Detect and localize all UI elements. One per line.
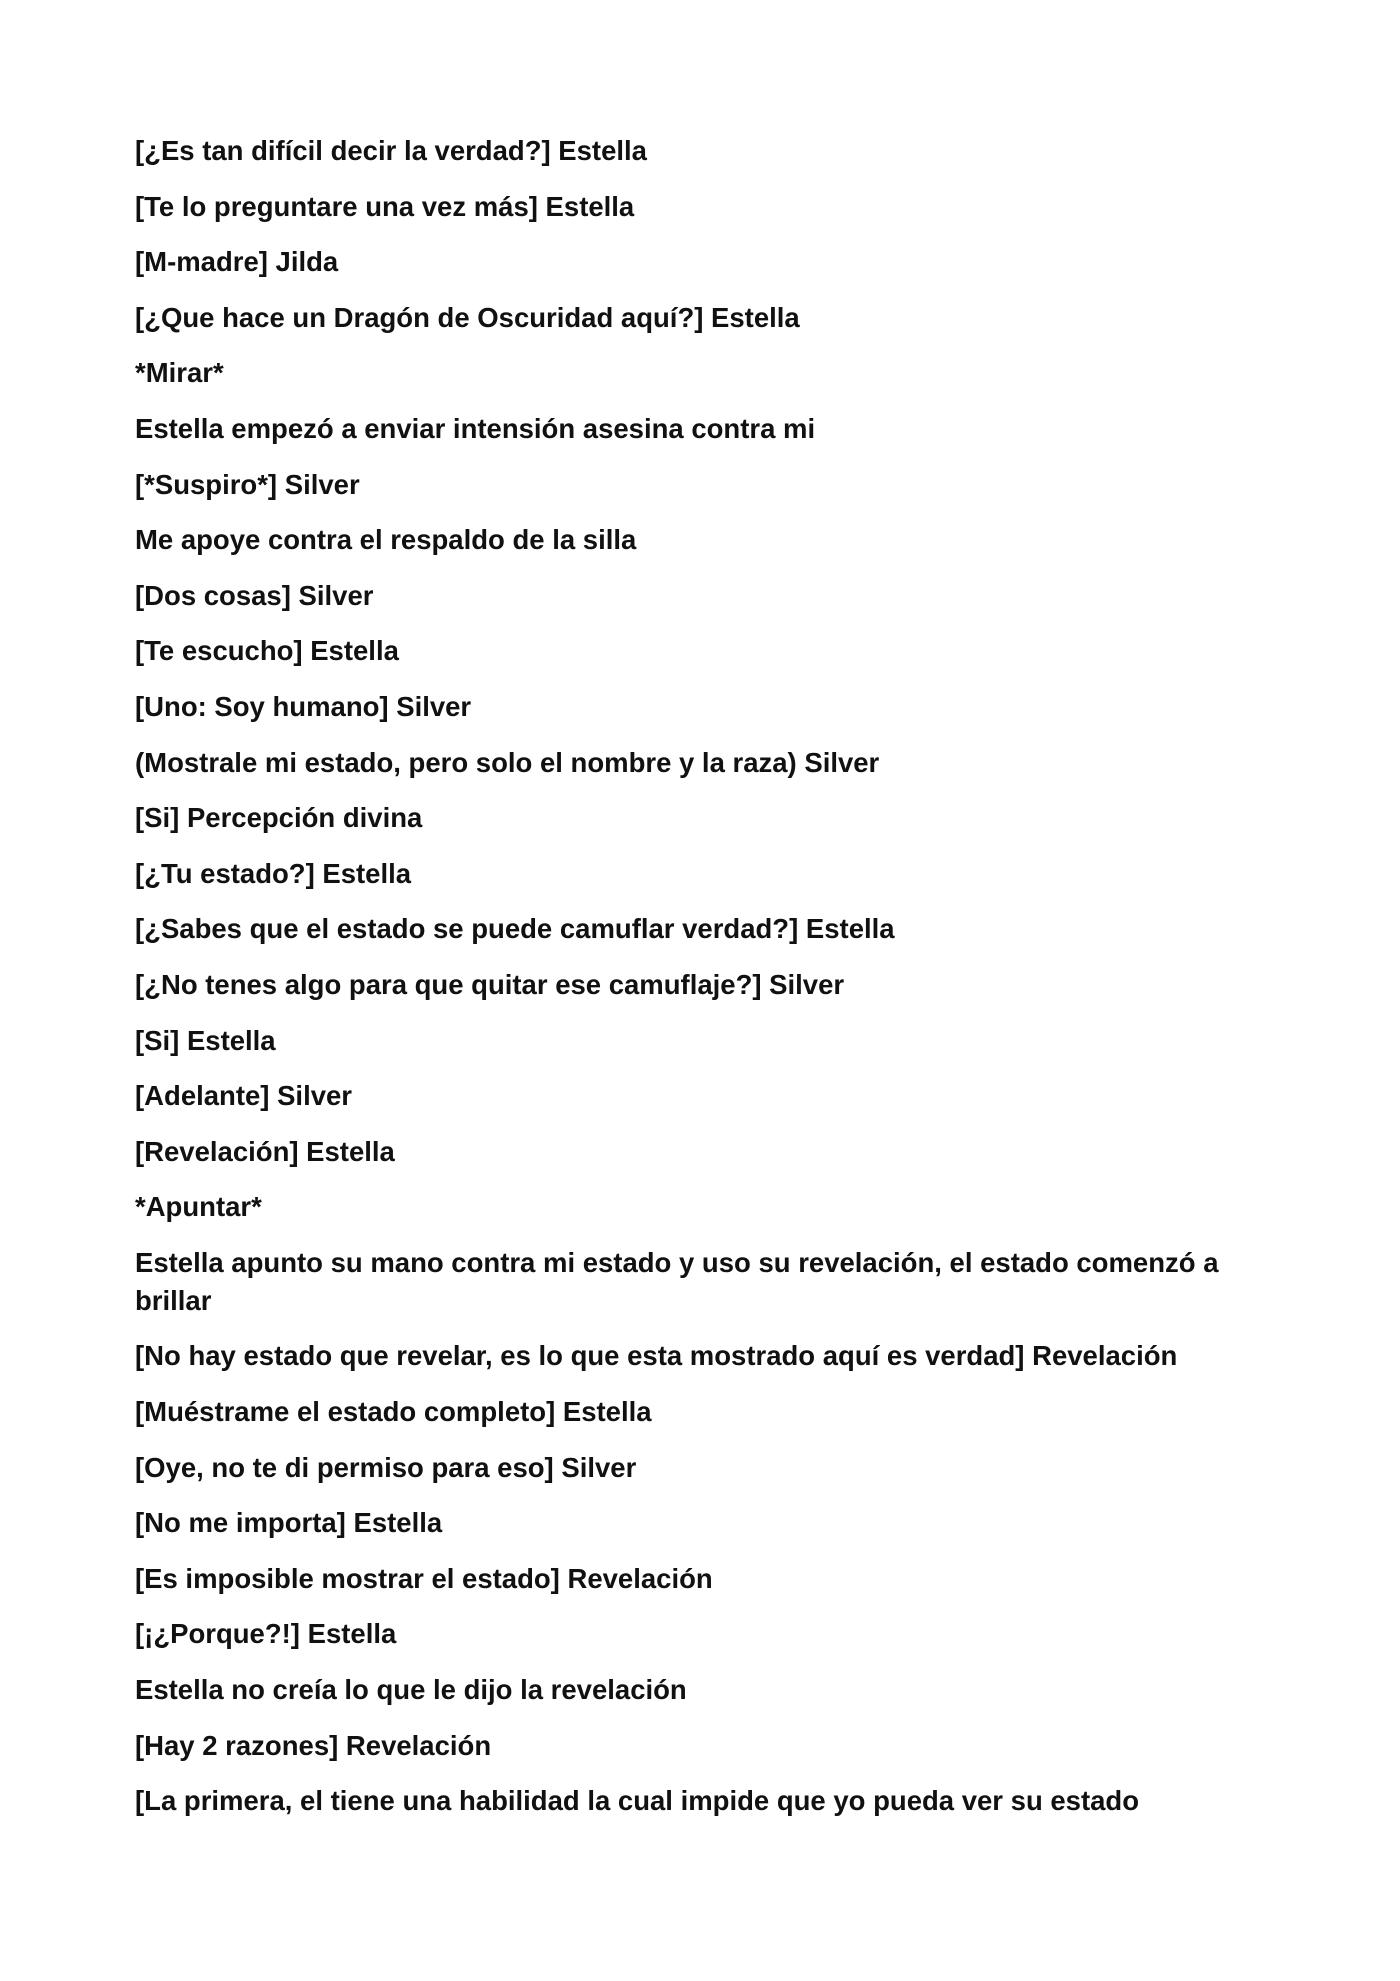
text-line: [Te escucho] Estella (135, 635, 399, 667)
text-line: *Apuntar* (135, 1191, 262, 1223)
text-line: [*Suspiro*] Silver (135, 468, 360, 500)
text-line: [¿Sabes que el estado se puede camuflar verdad?] Estella (135, 913, 895, 945)
text-line: [Dos cosas] Silver (135, 579, 374, 611)
text-line: [M-madre] Jilda (135, 246, 339, 278)
text-line: [No hay estado que revelar, es lo que esta mostrado aquí es verdad] Revelación (135, 1340, 1178, 1372)
text-line: [¿No tenes algo para que quitar ese camuflaje?] Silver (135, 968, 845, 1000)
text-line: [¿Que hace un Dragón de Oscuridad aquí?] Estella (135, 301, 800, 333)
text-line: [¿Tu estado?] Estella (135, 857, 412, 889)
text-line: [Es imposible mostrar el estado] Revelación (135, 1562, 713, 1594)
text-line: [Si] Percepción divina (135, 802, 423, 834)
text-line: Estella empezó a enviar intensión asesina contra mi (135, 412, 816, 444)
text-line: [Muéstrame el estado completo] Estella (135, 1396, 652, 1428)
text-line: [¿Es tan difícil decir la verdad?] Estella (135, 135, 647, 166)
text-line: Estella no creía lo que le dijo la revelación (135, 1674, 687, 1706)
text-line: [La primera, el tiene una habilidad la cual impide que yo pueda ver su estado (135, 1785, 1140, 1817)
text-line: [Si] Estella (135, 1024, 276, 1056)
text-line: [Uno: Soy humano] Silver (135, 690, 472, 722)
text-line: Me apoye contra el respaldo de la silla (135, 524, 637, 556)
text-line: [Adelante] Silver (135, 1080, 353, 1112)
text-line: [¡¿Porque?!] Estella (135, 1618, 397, 1650)
text-line: Estella apunto su mano contra mi estado y uso su revelación, el estado comenzó a brillar (135, 1246, 1219, 1316)
text-line: (Mostrale mi estado, pero solo el nombre y la raza) Silver (135, 746, 880, 778)
document-body (135, 132, 1270, 1838)
text-line: [Te lo preguntare una vez más] Estella (135, 190, 635, 222)
text-line: *Mirar* (135, 357, 224, 389)
text-line: [Hay 2 razones] Revelación (135, 1729, 492, 1761)
text-line: [Oye, no te di permiso para eso] Silver (135, 1451, 637, 1483)
text-line: [No me importa] Estella (135, 1507, 443, 1539)
text-line: [Revelación] Estella (135, 1135, 395, 1167)
